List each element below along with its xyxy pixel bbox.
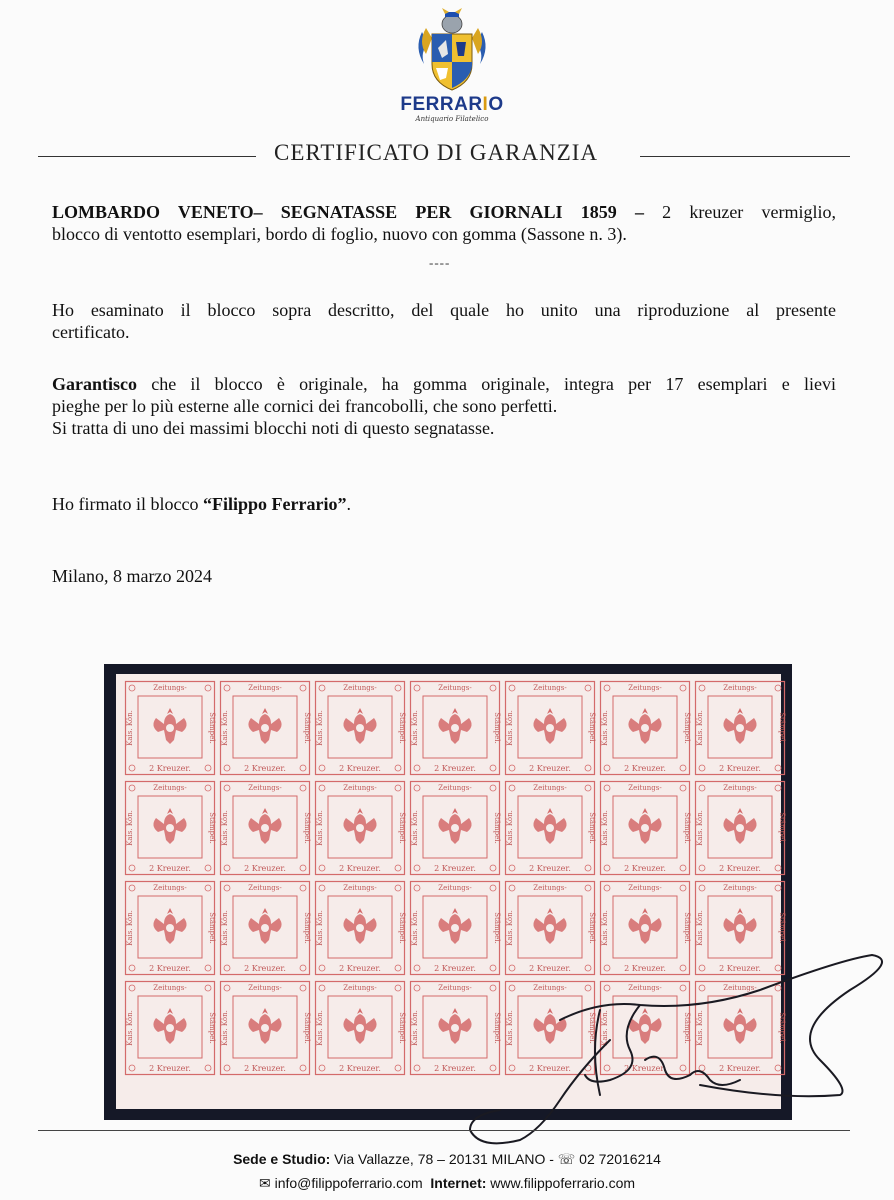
stamp-top-text: Zeitungs- bbox=[248, 884, 282, 892]
guarantee-line-3: Si tratta di uno dei massimi blocchi noti di questo segnatasse. bbox=[52, 418, 495, 438]
stamp-bottom-text: 2 Kreuzer. bbox=[149, 864, 191, 873]
stamp-right-text: Stämpel. bbox=[208, 1012, 217, 1044]
stamp-left-text: Kais. Kön. bbox=[505, 810, 514, 846]
stamp bbox=[409, 980, 501, 1076]
stamp bbox=[694, 980, 786, 1076]
stamp-left-text: Kais. Kön. bbox=[125, 1010, 134, 1046]
stamp-top-text: Zeitungs- bbox=[343, 884, 377, 892]
stamp-top-text: Zeitungs- bbox=[723, 884, 757, 892]
guarantee-line-1: Garantisco che il blocco è originale, ha gomma originale, integra per 17 esemplari e lievi bbox=[52, 374, 836, 394]
stamp-right-text: Stämpel. bbox=[683, 812, 692, 844]
stamp-bottom-text: 2 Kreuzer. bbox=[434, 764, 476, 773]
stamp-right-text: Stämpel. bbox=[778, 912, 787, 944]
stamp-right-text: Stämpel. bbox=[588, 812, 597, 844]
stamp-top-text: Zeitungs- bbox=[533, 784, 567, 792]
stamp-bottom-text: 2 Kreuzer. bbox=[624, 964, 666, 973]
stamp bbox=[599, 880, 691, 976]
stamp-bottom-text: 2 Kreuzer. bbox=[149, 964, 191, 973]
stamp-right-text: Stämpel. bbox=[398, 912, 407, 944]
stamp-right-text: Stämpel. bbox=[778, 1012, 787, 1044]
stamp-right-text: Stämpel. bbox=[398, 812, 407, 844]
stamp-bottom-text: 2 Kreuzer. bbox=[624, 864, 666, 873]
company-logo bbox=[397, 8, 507, 128]
stamp-left-text: Kais. Kön. bbox=[695, 1010, 704, 1046]
stamp-right-text: Stämpel. bbox=[493, 812, 502, 844]
stamp-bottom-text: 2 Kreuzer. bbox=[529, 764, 571, 773]
stamp-top-text: Zeitungs- bbox=[628, 984, 662, 992]
stamp-bottom-text: 2 Kreuzer. bbox=[149, 764, 191, 773]
footer-email[interactable]: ✉ info@filippoferrario.com bbox=[258, 1175, 423, 1191]
description-line-1: LOMBARDO VENETO– SEGNATASSE PER GIORNALI 1859 – 2 kreuzer vermiglio, bbox=[52, 202, 836, 222]
stamp-left-text: Kais. Kön. bbox=[220, 810, 229, 846]
stamp-top-text: Zeitungs- bbox=[153, 784, 187, 792]
stamp-top-text: Zeitungs- bbox=[438, 684, 472, 692]
certificate-title-row bbox=[38, 138, 850, 170]
stamp-left-text: Kais. Kön. bbox=[220, 1010, 229, 1046]
stamp-right-text: Stämpel. bbox=[493, 712, 502, 744]
stamp-left-text: Kais. Kön. bbox=[695, 810, 704, 846]
stamp-left-text: Kais. Kön. bbox=[600, 910, 609, 946]
stamp bbox=[599, 980, 691, 1076]
description-bold: LOMBARDO VENETO– SEGNATASSE PER GIORNALI 1859 – bbox=[52, 202, 644, 222]
stamp-block-photo bbox=[104, 664, 792, 1120]
stamp-right-text: Stämpel. bbox=[683, 912, 692, 944]
stamp-top-text: Zeitungs- bbox=[153, 684, 187, 692]
stamp bbox=[504, 980, 596, 1076]
guarantee-paragraph bbox=[52, 373, 836, 439]
stamp-right-text: Stämpel. bbox=[588, 1012, 597, 1044]
stamp-right-text: Stämpel. bbox=[683, 1012, 692, 1044]
stamp bbox=[694, 780, 786, 876]
stamp-top-text: Zeitungs- bbox=[438, 884, 472, 892]
stamp-bottom-text: 2 Kreuzer. bbox=[339, 964, 381, 973]
brand-tagline: Antiquario Filatelico bbox=[415, 115, 489, 123]
stamp-description bbox=[52, 201, 836, 245]
stamp-bottom-text: 2 Kreuzer. bbox=[624, 1064, 666, 1073]
stamp bbox=[124, 780, 216, 876]
examined-line-2: certificato. bbox=[52, 322, 130, 342]
footer-rule bbox=[38, 1130, 850, 1131]
stamp bbox=[314, 680, 406, 776]
stamp bbox=[219, 980, 311, 1076]
stamp-top-text: Zeitungs- bbox=[628, 684, 662, 692]
stamp-right-text: Stämpel. bbox=[303, 812, 312, 844]
stamp-left-text: Kais. Kön. bbox=[695, 910, 704, 946]
stamp bbox=[314, 880, 406, 976]
stamp-top-text: Zeitungs- bbox=[343, 984, 377, 992]
stamp-left-text: Kais. Kön. bbox=[220, 710, 229, 746]
signed-name: “Filippo Ferrario” bbox=[202, 494, 347, 514]
stamp-right-text: Stämpel. bbox=[303, 1012, 312, 1044]
title-rule-right bbox=[640, 156, 850, 157]
stamp-left-text: Kais. Kön. bbox=[505, 910, 514, 946]
stamp bbox=[694, 680, 786, 776]
stamp-left-text: Kais. Kön. bbox=[315, 910, 324, 946]
stamp-top-text: Zeitungs- bbox=[438, 784, 472, 792]
stamp-top-text: Zeitungs- bbox=[153, 984, 187, 992]
stamp-left-text: Kais. Kön. bbox=[600, 710, 609, 746]
stamp-bottom-text: 2 Kreuzer. bbox=[434, 864, 476, 873]
stamp-top-text: Zeitungs- bbox=[248, 784, 282, 792]
certificate-title: CERTIFICATO DI GARANZIA bbox=[274, 140, 599, 165]
stamp-top-text: Zeitungs- bbox=[628, 784, 662, 792]
stamp-bottom-text: 2 Kreuzer. bbox=[529, 964, 571, 973]
stamp bbox=[219, 780, 311, 876]
footer-address: Sede e Studio: Via Vallazze, 78 – 20131 MILANO - ☏ 02 72016214 bbox=[233, 1151, 661, 1167]
stamp-left-text: Kais. Kön. bbox=[505, 1010, 514, 1046]
stamp-right-text: Stämpel. bbox=[778, 712, 787, 744]
stamp bbox=[124, 680, 216, 776]
stamp-top-text: Zeitungs- bbox=[438, 984, 472, 992]
stamp bbox=[409, 880, 501, 976]
stamp-bottom-text: 2 Kreuzer. bbox=[434, 964, 476, 973]
stamp-left-text: Kais. Kön. bbox=[125, 710, 134, 746]
examined-line-1: Ho esaminato il blocco sopra descritto, del quale ho unito una riproduzione al presente bbox=[52, 300, 836, 320]
stamp bbox=[409, 780, 501, 876]
stamp-right-text: Stämpel. bbox=[303, 912, 312, 944]
stamp-right-text: Stämpel. bbox=[493, 1012, 502, 1044]
stamp-top-text: Zeitungs- bbox=[343, 684, 377, 692]
stamp bbox=[219, 680, 311, 776]
description-line-2: blocco di ventotto esemplari, bordo di foglio, nuovo con gomma (Sassone n. 3). bbox=[52, 224, 627, 244]
stamp bbox=[124, 980, 216, 1076]
stamp-top-text: Zeitungs- bbox=[343, 784, 377, 792]
stamp-right-text: Stämpel. bbox=[683, 712, 692, 744]
stamp-bottom-text: 2 Kreuzer. bbox=[244, 864, 286, 873]
title-rule-left bbox=[38, 156, 256, 157]
stamp-bottom-text: 2 Kreuzer. bbox=[719, 1064, 761, 1073]
separator: ---- bbox=[429, 255, 451, 270]
stamp-bottom-text: 2 Kreuzer. bbox=[244, 964, 286, 973]
stamp-bottom-text: 2 Kreuzer. bbox=[529, 1064, 571, 1073]
stamp bbox=[504, 780, 596, 876]
coat-of-arms-icon bbox=[412, 8, 492, 92]
stamp-left-text: Kais. Kön. bbox=[695, 710, 704, 746]
stamp-right-text: Stämpel. bbox=[208, 712, 217, 744]
stamp-bottom-text: 2 Kreuzer. bbox=[339, 864, 381, 873]
stamp-bottom-text: 2 Kreuzer. bbox=[149, 1064, 191, 1073]
stamp-grid bbox=[124, 680, 787, 1080]
stamp-right-text: Stämpel. bbox=[778, 812, 787, 844]
stamp-bottom-text: 2 Kreuzer. bbox=[529, 864, 571, 873]
stamp bbox=[504, 680, 596, 776]
stamp bbox=[694, 880, 786, 976]
footer-website[interactable]: www.filippoferrario.com bbox=[486, 1175, 636, 1191]
stamp bbox=[124, 880, 216, 976]
stamp-bottom-text: 2 Kreuzer. bbox=[624, 764, 666, 773]
stamp-right-text: Stämpel. bbox=[588, 712, 597, 744]
signed-statement: Ho firmato il blocco “Filippo Ferrario”. bbox=[52, 494, 351, 514]
stamp-sheet bbox=[116, 674, 787, 1109]
stamp-top-text: Zeitungs- bbox=[723, 684, 757, 692]
stamp-right-text: Stämpel. bbox=[398, 1012, 407, 1044]
stamp-top-text: Zeitungs- bbox=[533, 984, 567, 992]
stamp-top-text: Zeitungs- bbox=[628, 884, 662, 892]
stamp-top-text: Zeitungs- bbox=[533, 684, 567, 692]
place-date: Milano, 8 marzo 2024 bbox=[52, 566, 212, 586]
stamp-bottom-text: 2 Kreuzer. bbox=[339, 764, 381, 773]
stamp-left-text: Kais. Kön. bbox=[125, 810, 134, 846]
stamp-left-text: Kais. Kön. bbox=[410, 910, 419, 946]
stamp-top-text: Zeitungs- bbox=[248, 984, 282, 992]
guarantee-line-2: pieghe per lo più esterne alle cornici dei francobolli, che sono perfetti. bbox=[52, 396, 558, 416]
stamp-left-text: Kais. Kön. bbox=[600, 810, 609, 846]
stamp-bottom-text: 2 Kreuzer. bbox=[719, 764, 761, 773]
stamp-left-text: Kais. Kön. bbox=[315, 710, 324, 746]
stamp-left-text: Kais. Kön. bbox=[315, 810, 324, 846]
stamp-top-text: Zeitungs- bbox=[533, 884, 567, 892]
stamp-top-text: Zeitungs- bbox=[723, 984, 757, 992]
stamp-left-text: Kais. Kön. bbox=[505, 710, 514, 746]
stamp-left-text: Kais. Kön. bbox=[220, 910, 229, 946]
stamp-right-text: Stämpel. bbox=[208, 812, 217, 844]
stamp-right-text: Stämpel. bbox=[398, 712, 407, 744]
stamp-left-text: Kais. Kön. bbox=[600, 1010, 609, 1046]
stamp bbox=[219, 880, 311, 976]
footer-contacts: ✉ info@filippoferrario.com Internet: www.filippoferrario.com bbox=[258, 1175, 636, 1191]
stamp-left-text: Kais. Kön. bbox=[410, 710, 419, 746]
stamp-bottom-text: 2 Kreuzer. bbox=[719, 964, 761, 973]
stamp-bottom-text: 2 Kreuzer. bbox=[244, 764, 286, 773]
examined-paragraph bbox=[52, 299, 836, 343]
stamp-left-text: Kais. Kön. bbox=[315, 1010, 324, 1046]
stamp-top-text: Zeitungs- bbox=[153, 884, 187, 892]
stamp-right-text: Stämpel. bbox=[493, 912, 502, 944]
guarantee-bold: Garantisco bbox=[52, 374, 137, 394]
stamp-left-text: Kais. Kön. bbox=[410, 1010, 419, 1046]
stamp-bottom-text: 2 Kreuzer. bbox=[434, 1064, 476, 1073]
stamp-left-text: Kais. Kön. bbox=[125, 910, 134, 946]
stamp bbox=[314, 780, 406, 876]
stamp-bottom-text: 2 Kreuzer. bbox=[719, 864, 761, 873]
stamp-bottom-text: 2 Kreuzer. bbox=[244, 1064, 286, 1073]
stamp bbox=[409, 680, 501, 776]
stamp-right-text: Stämpel. bbox=[588, 912, 597, 944]
stamp bbox=[599, 680, 691, 776]
stamp bbox=[314, 980, 406, 1076]
stamp-left-text: Kais. Kön. bbox=[410, 810, 419, 846]
stamp-right-text: Stämpel. bbox=[208, 912, 217, 944]
brand-name: FERRARIO bbox=[400, 94, 504, 115]
stamp-top-text: Zeitungs- bbox=[723, 784, 757, 792]
stamp bbox=[599, 780, 691, 876]
stamp-top-text: Zeitungs- bbox=[248, 684, 282, 692]
stamp bbox=[504, 880, 596, 976]
stamp-right-text: Stämpel. bbox=[303, 712, 312, 744]
stamp-bottom-text: 2 Kreuzer. bbox=[339, 1064, 381, 1073]
